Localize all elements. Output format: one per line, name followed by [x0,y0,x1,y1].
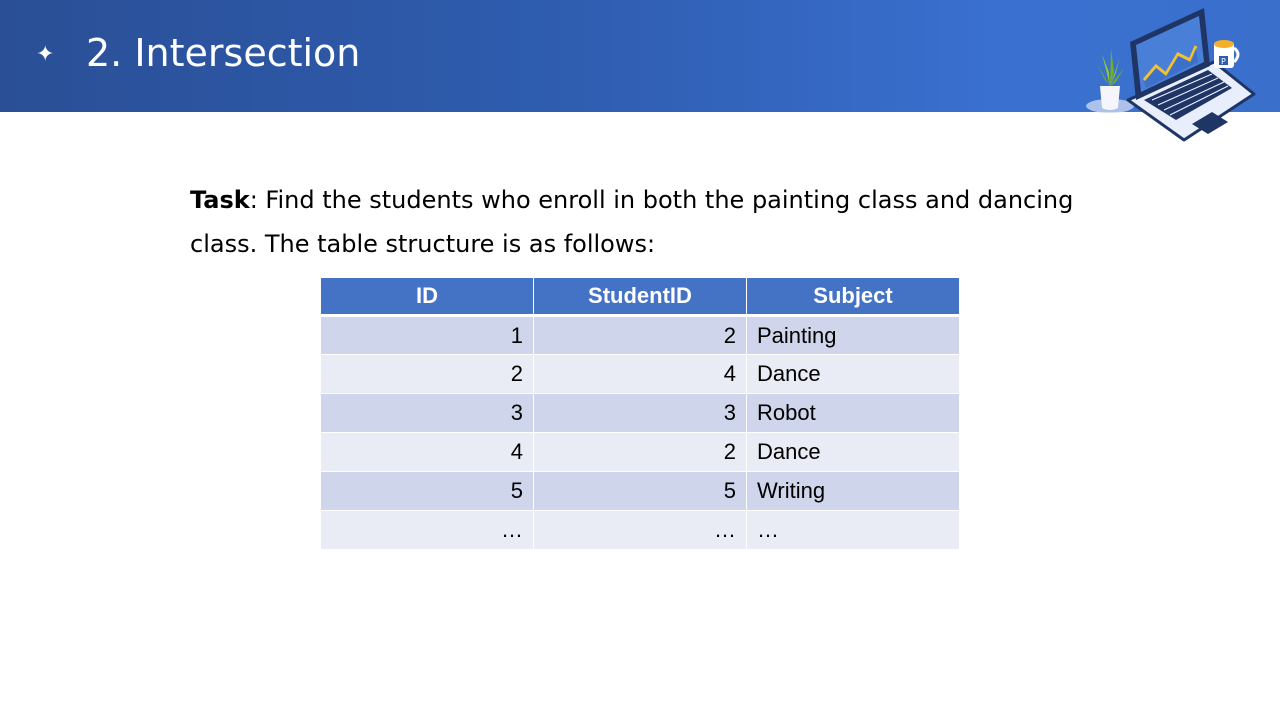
four-point-star-icon: ✦ [36,42,55,67]
cell-studentid: 5 [534,472,747,511]
table-row [321,355,960,394]
cell-subject: Writing [747,472,960,511]
cell-studentid: 4 [534,355,747,394]
cell-studentid: … [534,511,747,550]
cell-id: 2 [321,355,534,394]
column-header-studentid: StudentID [534,278,747,316]
svg-text:P: P [1221,57,1226,66]
slide-title: 2. Intersection [86,31,361,75]
cell-subject: Robot [747,394,960,433]
column-header-subject: Subject [747,278,960,316]
task-paragraph [190,178,1090,266]
task-text: : Find the students who enroll in both the painting class and dancing class. The table structure is as follows: [190,186,1074,258]
cell-subject: Painting [747,316,960,355]
task-label: Task [190,186,250,214]
table-row [321,511,960,550]
cell-subject: … [747,511,960,550]
cell-id: 5 [321,472,534,511]
cell-id: 3 [321,394,534,433]
cell-subject: Dance [747,355,960,394]
table-row [321,394,960,433]
table-header-row [321,278,960,316]
cell-subject: Dance [747,433,960,472]
laptop-plant-coffee-illustration [1080,2,1270,144]
enrollment-table [320,277,960,550]
cell-studentid: 2 [534,433,747,472]
cell-id: … [321,511,534,550]
cell-id: 1 [321,316,534,355]
cell-studentid: 3 [534,394,747,433]
cell-id: 4 [321,433,534,472]
column-header-id: ID [321,278,534,316]
table-row [321,433,960,472]
header-band [0,0,1280,112]
cell-studentid: 2 [534,316,747,355]
table-row [321,316,960,355]
table-row [321,472,960,511]
